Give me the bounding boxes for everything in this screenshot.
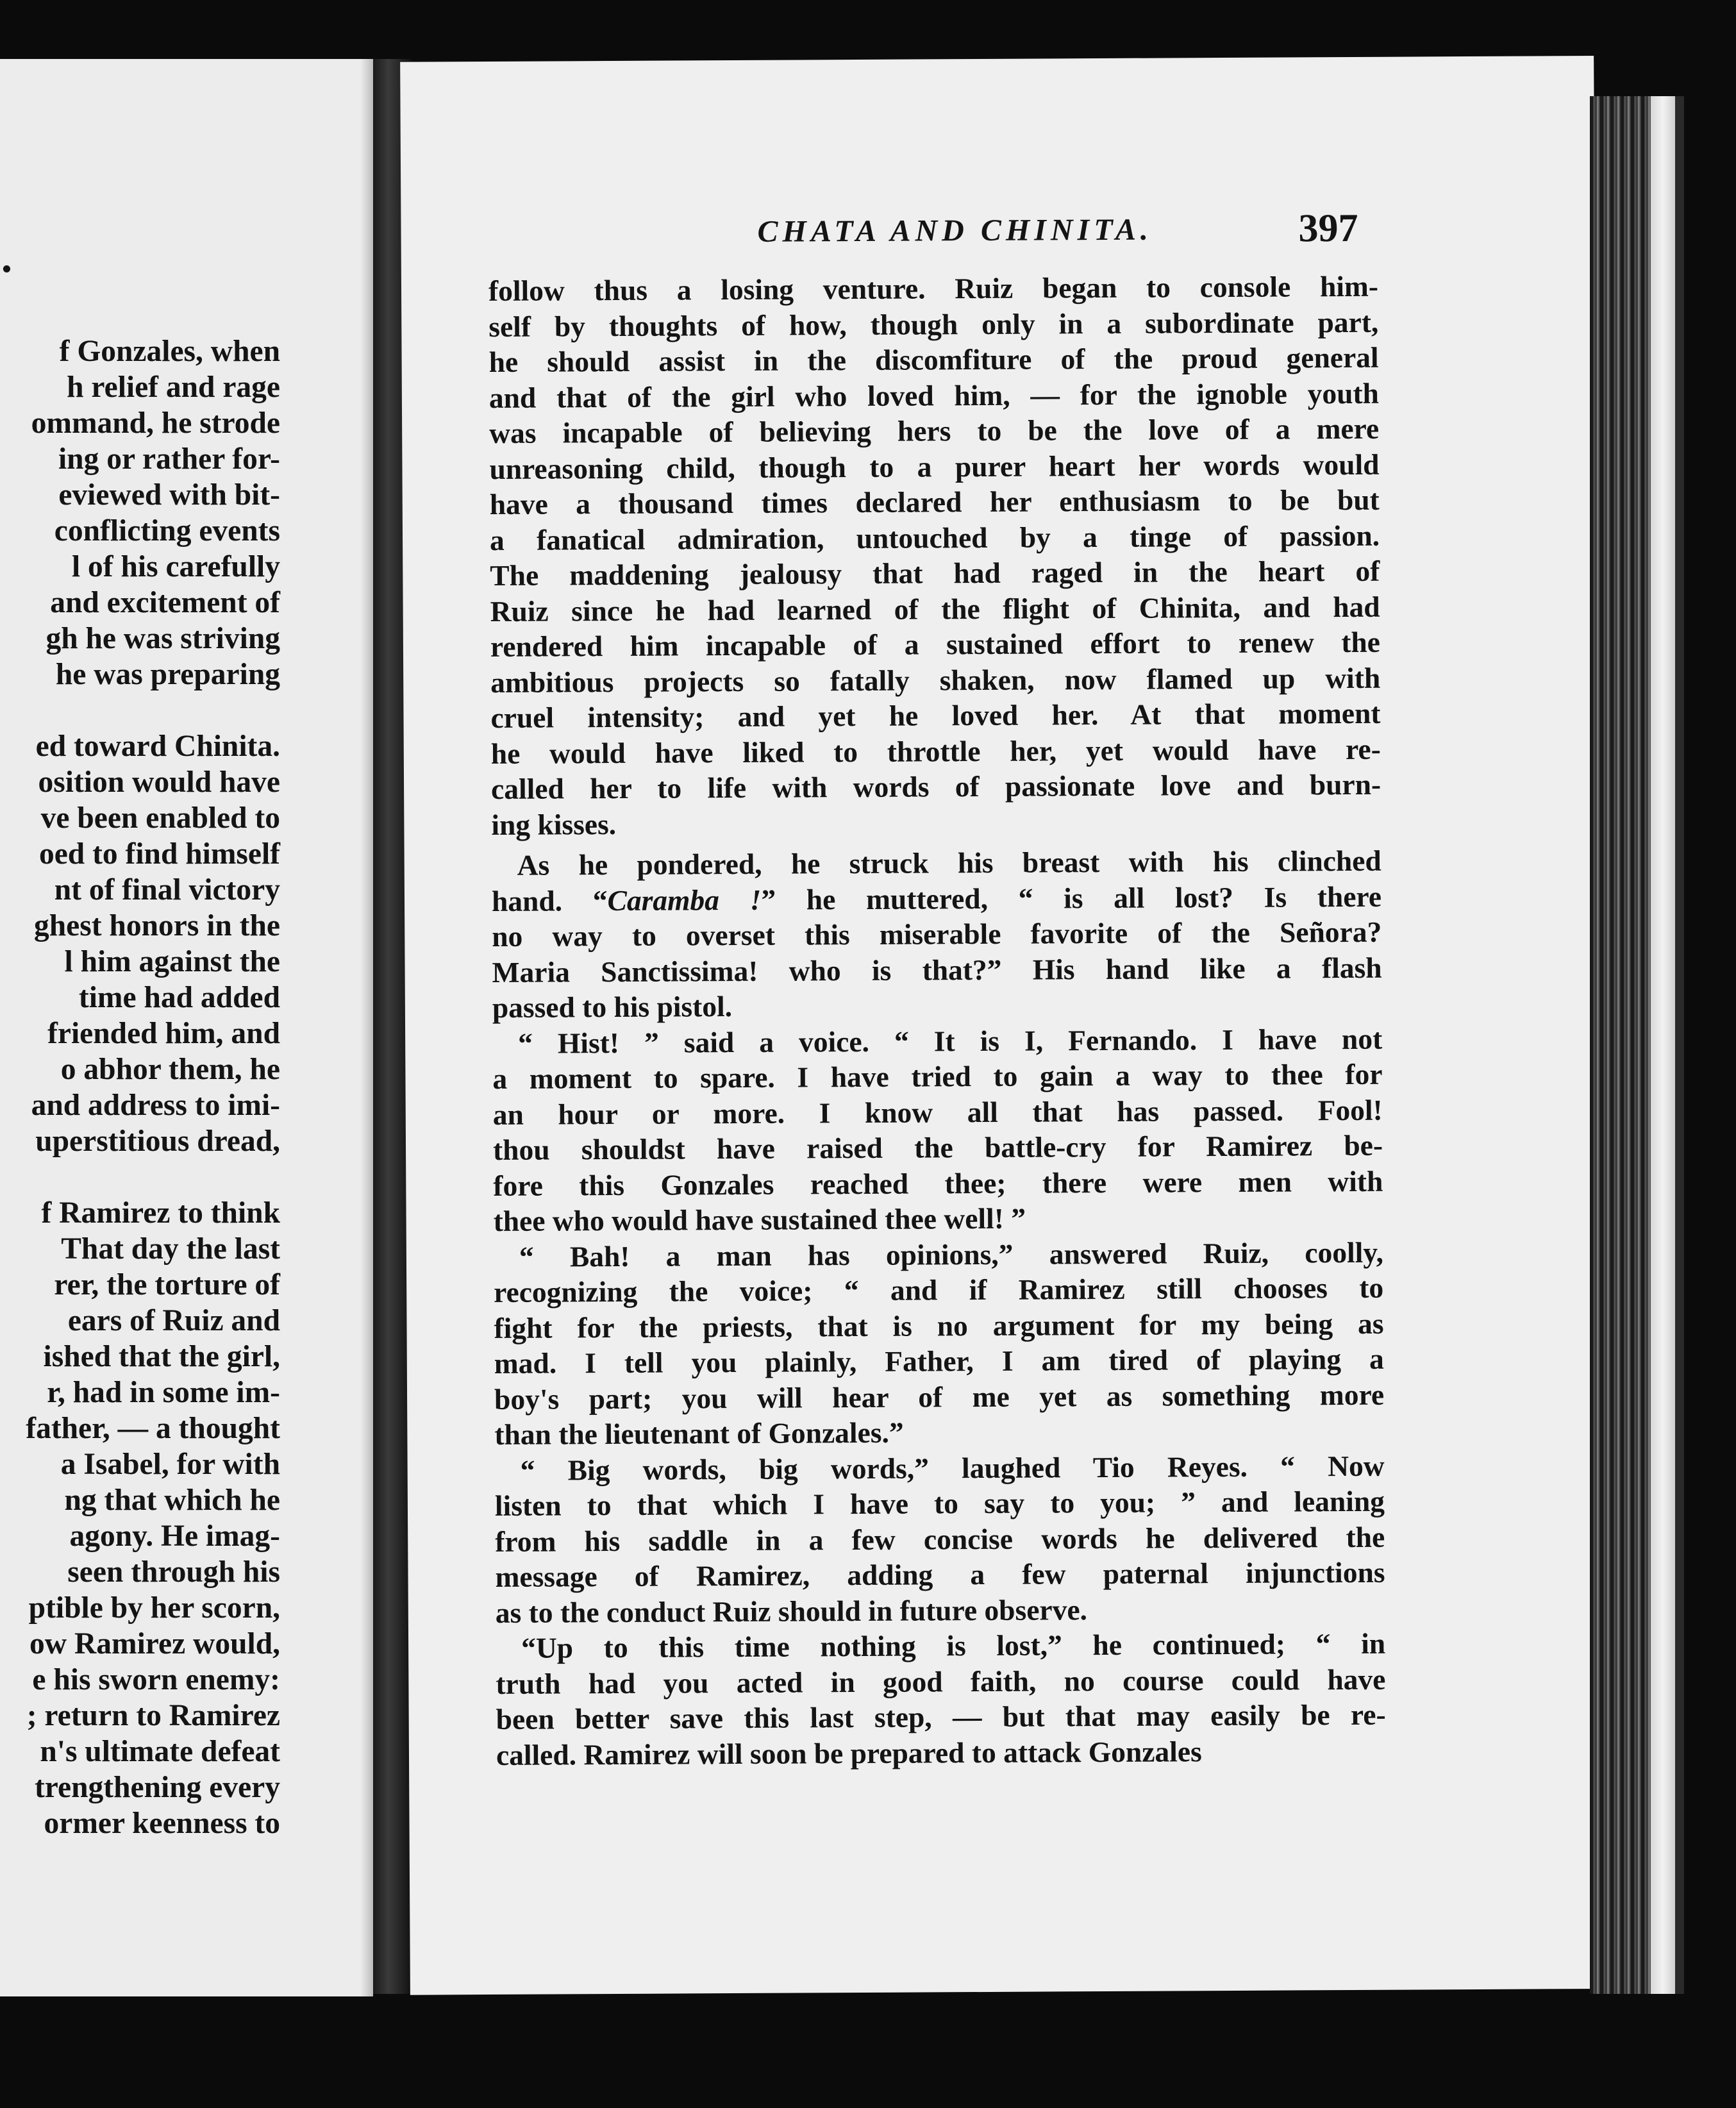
left-line-gap	[0, 692, 280, 728]
left-page-text	[0, 333, 280, 1841]
left-text-line: time had added	[78, 981, 280, 1014]
left-text-line: seen through his	[67, 1555, 280, 1589]
body-text-line: as to the conduct Ruiz should in future observe.	[495, 1593, 1088, 1629]
body-text-line: called her to life with words of passionate love and burn-	[490, 767, 1381, 806]
body-text-line: “ Big words, big words,” laughed Tio Reyes. “ Now	[520, 1449, 1385, 1487]
left-line-gap	[0, 1159, 280, 1195]
left-text-line: and excitement of	[50, 586, 280, 619]
body-text-line: passed to his pistol.	[492, 990, 733, 1025]
left-text-line: uperstitious dread,	[35, 1125, 280, 1158]
left-text-line: f Gonzales, when	[59, 335, 280, 368]
body-text-line: been better save this last step, — but that may easily be re-	[496, 1698, 1386, 1736]
body-text-line: “Up to this time nothing is lost,” he continued; “ in	[521, 1627, 1386, 1664]
left-text-line: rer, the torture of	[54, 1268, 280, 1301]
left-text-line: conflicting events	[54, 514, 280, 548]
body-text-line: ing kisses.	[491, 807, 617, 841]
left-header-mark: .	[0, 237, 13, 281]
body-text-line: an hour or more. I know all that has passed. Fool!	[492, 1093, 1383, 1131]
left-text-line: o abhor them, he	[60, 1053, 280, 1086]
body-text-line: ambitious projects so fatally shaken, now flamed up with	[490, 661, 1381, 699]
body-text-line: As he pondered, he struck his breast with his clinched	[517, 844, 1381, 882]
left-page	[0, 59, 373, 1996]
body-text-line: cruel intensity; and yet he loved her. At that moment	[490, 696, 1381, 735]
fore-edge-dark	[1675, 96, 1684, 1994]
left-text-line: ptible by her scorn,	[28, 1591, 280, 1625]
body-text-line: boy's part; you will hear of me yet as something more	[494, 1378, 1385, 1416]
left-text-line: nt of final victory	[54, 873, 280, 907]
body-text-line: The maddening jealousy that had raged in the heart of	[490, 554, 1380, 592]
body-text-line: rendered him incapable of a sustained effort to renew the	[490, 625, 1381, 664]
bottom-strip	[0, 1996, 1736, 2108]
left-text-line: ing or rather for-	[58, 442, 280, 476]
body-text-line: than the lieutenant of Gonzales.”	[494, 1416, 904, 1451]
body-text-line: fight for the priests, that is no argument for my being as	[494, 1307, 1384, 1344]
left-text-line: gh he was striving	[46, 622, 280, 655]
body-text-line: unreasoning child, though to a purer heart her words would	[489, 448, 1380, 485]
body-text-line: fore this Gonzales reached thee; there were men with	[493, 1164, 1383, 1202]
body-text	[488, 269, 1386, 1773]
line-text-part: ” he muttered, “ is all lost? Is there	[761, 880, 1382, 916]
left-text-line: n's ultimate defeat	[40, 1735, 280, 1768]
body-text-line: Maria Sanctissima! who is that?” His hand like a flash	[492, 951, 1382, 989]
left-text-line: ow Ramirez would,	[29, 1627, 280, 1660]
body-text-line: thee who would have sustained thee well! ”	[493, 1201, 1026, 1237]
body-text-line: mad. I tell you plainly, Father, I am tired of playing a	[494, 1342, 1384, 1380]
body-text-line: from his saddle in a few concise words he delivered the	[495, 1520, 1385, 1558]
left-text-line: ished that the girl,	[43, 1340, 280, 1373]
body-text-line: a fanatical admiration, untouched by a tinge of passion.	[489, 519, 1380, 556]
left-text-line: trengthening every	[34, 1771, 280, 1804]
right-page	[400, 56, 1604, 1995]
running-head: CHATA AND CHINITA.	[757, 212, 1153, 249]
body-text-line: self by thoughts of how, though only in a subordinate part,	[488, 305, 1379, 343]
body-text-line: a moment to spare. I have tried to gain a way to thee for	[492, 1057, 1383, 1095]
body-text-line: follow thus a losing venture. Ruiz began to console him-	[488, 269, 1379, 308]
left-text-line: e his sworn enemy:	[32, 1663, 280, 1696]
body-text-line	[492, 878, 1381, 919]
left-text-line: and address to imi-	[31, 1089, 280, 1122]
left-text-line: he was preparing	[55, 658, 280, 691]
body-text-line: called. Ramirez will soon be prepared to attack Gonzales	[496, 1734, 1202, 1771]
left-text-line: ng that which he	[64, 1484, 280, 1517]
body-text-line: “ Bah! a man has opinions,” answered Ruiz, coolly,	[519, 1235, 1384, 1273]
left-text-line: f Ramirez to think	[41, 1196, 280, 1230]
body-text-line: have a thousand times declared her enthusiasm to be but	[489, 483, 1380, 521]
body-text-line: message of Ramirez, adding a few paternal injunctions	[495, 1555, 1385, 1593]
body-text-line: and that of the girl who loved him, — for the ignoble youth	[488, 376, 1380, 414]
body-text-line: no way to overset this miserable favorite of the Señora?	[492, 915, 1382, 953]
body-text-line: he should assist in the discomfiture of the proud general	[488, 340, 1379, 379]
fore-edge-page-stack	[1590, 96, 1651, 1994]
page-number: 397	[1298, 206, 1358, 251]
gutter-shadow	[360, 59, 373, 1996]
fore-edge-light	[1651, 96, 1675, 1994]
left-text-line: a Isabel, for with	[60, 1448, 280, 1481]
body-text-line: thou shouldst have raised the battle-cry for Ramirez be-	[492, 1128, 1383, 1166]
left-text-line: r, had in some im-	[47, 1376, 280, 1409]
left-text-line: h relief and rage	[67, 371, 280, 404]
left-text-line: ve been enabled to	[40, 801, 280, 835]
left-text-line: osition would have	[38, 765, 280, 799]
left-text-line: ormer keenness to	[44, 1807, 280, 1840]
left-text-line: friended him, and	[47, 1017, 280, 1050]
left-text-line: ed toward Chinita.	[35, 730, 280, 763]
left-text-line: eviewed with bit-	[58, 478, 280, 512]
left-text-line: father, — a thought	[26, 1412, 280, 1445]
body-text-line: he would have liked to throttle her, yet would have re-	[490, 732, 1381, 770]
body-text-line: truth had you acted in good faith, no course could have	[496, 1662, 1386, 1700]
left-text-line: l of his carefully	[71, 550, 280, 583]
line-text-part: hand. “	[491, 883, 608, 917]
left-text-line: l him against the	[64, 945, 280, 978]
left-text-line: That day the last	[61, 1232, 280, 1266]
left-text-line: ommand, he strode	[31, 406, 280, 440]
left-text-line: oed to find himself	[38, 837, 280, 871]
body-text-line: listen to that which I have to say to you; ” and leaning	[494, 1484, 1385, 1522]
body-text-line: recognizing the voice; “ and if Ramirez still chooses to	[494, 1271, 1384, 1309]
body-text-line: “ Hist! ” said a voice. “ It is I, Fernando. I have not	[518, 1022, 1383, 1060]
italic-exclamation: Caramba !	[607, 883, 762, 917]
body-text-line: Ruiz since he had learned of the flight of Chinita, and had	[490, 590, 1380, 628]
left-text-line: ears of Ruiz and	[67, 1304, 280, 1337]
left-text-line: ; return to Ramirez	[26, 1699, 280, 1732]
left-text-line: agony. He imag-	[69, 1519, 280, 1553]
body-text-line: was incapable of believing hers to be the love of a mere	[489, 412, 1380, 450]
left-text-line: ghest honors in the	[33, 909, 280, 942]
